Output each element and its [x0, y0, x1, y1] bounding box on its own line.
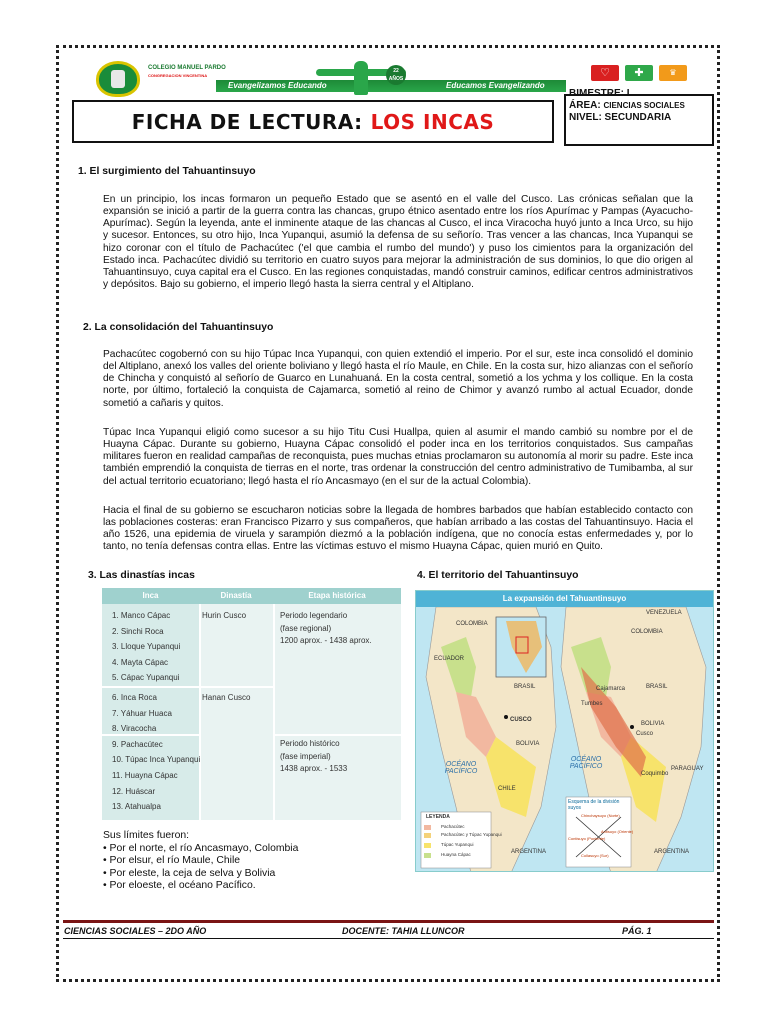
table-row: 12. Huáscar [112, 786, 156, 796]
header-etapa: Etapa histórica [308, 591, 366, 600]
map-label-argentina-right: ARGENTINA [654, 849, 690, 855]
dynasty-table [102, 604, 401, 820]
suyo-label: Collasuyo (Sur) [581, 853, 609, 858]
map-label-bolivia-right: BOLIVIA [641, 721, 665, 727]
suyo-label: Antisuyo (Oriente) [601, 829, 634, 834]
table-row: 10. Túpac Inca Yupanqui [112, 755, 201, 765]
header-dinastia: Dinastía [220, 591, 252, 600]
legend-swatch-0 [424, 825, 431, 830]
map-label-argentina: ARGENTINA [511, 849, 547, 855]
title-main: FICHA DE LECTURA: [131, 109, 363, 134]
stage-historical [280, 738, 347, 776]
section-1-heading: 1. El surgimiento del Tahuantinsuyo [78, 166, 256, 177]
list-item: • Por eloeste, el océano Pacífico. [103, 880, 256, 892]
legend-item: Túpac Yupanqui [441, 842, 474, 847]
table-row: 5. Cápac Yupanqui [112, 673, 180, 683]
map-label-tumbes: Tumbes [581, 701, 603, 707]
dynasty-hurin: Hurin Cusco [202, 611, 247, 620]
map-label-paraguay: PARAGUAY [671, 766, 704, 772]
stage-line: 1200 aprox. - 1438 aprox. [280, 636, 372, 645]
stage-line: 1438 aprox. - 1533 [280, 764, 348, 773]
map-label-bolivia: BOLIVIA [516, 741, 540, 747]
cross-icon: ✚ [625, 65, 653, 81]
motto-right: Educamos Evangelizando [446, 81, 545, 90]
header-icons [591, 65, 687, 81]
area-value: CIENCIAS SOCIALES [603, 101, 685, 110]
section-2-paragraph-1: Pachacútec cogobernó con su hijo Túpac Inca Yupanqui, con quien extendió el imperio. Por el sur, este inca consolidó el dominio del Altiplano, anexó los valles del oriente boliviano y llegó hasta el río Maule, en Chile. En la costa sur, hizo alianzas con el señorío de Chincha y conquistó al señorío de Guarco en Lunahuaná. En la costa central, sometió a los ychma y los collique. En la costa norte, por último, fortaleció la conquista de Cajamarca, sometió al reino de Chimor y avanzó rumbo al actual Ecuador, donde sometió a cañaris y quitos. [103, 349, 693, 409]
row-divider [102, 686, 275, 688]
legend-swatch-3 [424, 853, 431, 858]
stage-line: Periodo histórico [280, 739, 340, 748]
map-label-ecuador: ECUADOR [434, 656, 465, 662]
row-divider [275, 734, 401, 736]
table-row: 13. Atahualpa [112, 802, 161, 812]
suyos-title: Esquema de la división suyos [568, 799, 620, 811]
school-sub-text: CONGREGACION VINCENTINA [148, 73, 208, 78]
list-item: • Por el norte, el río Ancasmayo, Colombia [103, 842, 299, 854]
footer-course: CIENCIAS SOCIALES – 2DO AÑO [64, 926, 207, 936]
list-item: • Por eleste, la ceja de selva y Bolivia [103, 867, 276, 879]
inca-expansion-map [415, 590, 714, 872]
stage-line: (fase imperial) [280, 751, 331, 761]
footer-page: PÁG. 1 [622, 926, 652, 936]
col-divider [273, 604, 275, 820]
school-name [148, 65, 228, 79]
crown-icon: ♛ [659, 65, 687, 81]
dynasty-hanan: Hanan Cusco [202, 693, 251, 702]
motto-left: Evangelizamos Educando [228, 81, 327, 90]
stage-line: Periodo legendario [280, 611, 348, 620]
legend-item: Pachacútec y Túpac Yupanqui [441, 832, 502, 837]
map-label-cusco: CUSCO [510, 717, 532, 723]
inca-list-group-1 [112, 608, 180, 686]
section-4-heading: 4. El territorio del Tahuantinsuyo [417, 570, 579, 581]
inca-list-group-2 [112, 690, 200, 815]
list-item: • Por elsur, el río Maule, Chile [103, 855, 241, 867]
map-label-cusco-right: Cusco [636, 731, 654, 737]
cusco-marker-left [504, 715, 508, 719]
table-row: 9. Pachacútec [112, 739, 163, 749]
table-row: 8. Viracocha [112, 724, 157, 734]
map-label-brasil-right: BRASIL [646, 684, 668, 690]
table-row: 1. Manco Cápac [112, 611, 171, 620]
section-2-paragraph-3: Hacia el final de su gobierno se escucharon noticias sobre la llegada de hombres barbados que habían establecido contacto con las poblaciones costeras: eran Francisco Pizarro y sus compañeros, que habían arribado a las costas del Tahuantinsuyo. Hacia el año 1526, una epidemia de viruela y sarampión diezmó a la población indígena, que no conocía estas enfermedades y, por lo tanto, no tenía defensas contra ellas. Entre las víctimas estuvo el mismo Huayna Cápac, quien murió en Quito. [103, 505, 693, 553]
anniversary-badge: 22 AÑOS [386, 65, 406, 85]
cusco-marker-right [630, 725, 634, 729]
school-logo-icon [96, 61, 140, 97]
legend-box [421, 812, 491, 868]
school-name-text: COLEGIO MANUEL PARDO [148, 65, 226, 71]
area-label [569, 100, 685, 111]
heart-icon: ♡ [591, 65, 619, 81]
bimestre-label: BIMESTRE: I [569, 88, 630, 99]
map-label-chile: CHILE [498, 786, 516, 792]
legend-swatch-2 [424, 843, 431, 848]
table-row: 7. Yáhuar Huaca [112, 708, 172, 718]
suyo-label: Contisuyo (Poniente) [568, 836, 606, 841]
title-accent: LOS INCAS [370, 109, 495, 134]
legend-swatch-1 [424, 833, 431, 838]
footer-teacher: DOCENTE: TAHIA LLUNCOR [342, 926, 465, 936]
map-label-ocean-right: OCÉANO PACÍFICO [569, 756, 603, 770]
table-row: 11. Huayna Cápac [112, 770, 178, 780]
section-2-paragraph-2: Túpac Inca Yupanqui eligió como sucesor a su hijo Titu Cusi Huallpa, quien al asumir el mando cambió su nombre por el de Huayna Cápac. Durante su gobierno, Huayna Cápac consolidó el poder inca en los territorios conquistados. Sus campañas militares fueron en realidad campañas de reconquista, pues muchas etnias proclamaron su autonomía al morir su padre. Este inca también emprendió la conquista de tierras en el norte, tras ordenar la construcción del centro administrativo de Tumibamba, al sur del actual territorio ecuatoriano; llegó hasta el río Ancasmayo (en el sur de la actual Colombia). [103, 427, 693, 487]
section-2-heading: 2. La consolidación del Tahuantinsuyo [83, 322, 274, 333]
table-row: 4. Mayta Cápac [112, 657, 169, 667]
map-label-venezuela: VENEZUELA [646, 610, 682, 616]
map-label-colombia: COLOMBIA [456, 621, 488, 627]
table-row: 3. Lloque Yupanqui [112, 642, 181, 652]
page-title [72, 100, 554, 143]
map-label-cajamarca: Cajamarca [596, 686, 626, 692]
dynasty-table-header [102, 588, 401, 604]
map-label-brasil: BRASIL [514, 684, 536, 690]
footer-underline [63, 938, 714, 939]
table-row: 6. Inca Roca [112, 693, 157, 702]
stage-line: (fase regional) [280, 623, 332, 633]
map-title: La expansión del Tahuantinsuyo [416, 591, 713, 607]
table-row: 2. Sinchi Roca [112, 626, 164, 636]
limits-intro: Sus límites fueron: [103, 830, 190, 841]
limits-list [103, 830, 298, 893]
map-label-coquimbo: Coquimbo [641, 771, 669, 777]
nivel-label: NIVEL: SECUNDARIA [569, 112, 672, 123]
course-info-box [564, 88, 714, 146]
legend-item: Pachacútec [441, 824, 465, 829]
section-1-paragraph: En un principio, los incas formaron un pequeño Estado que se asentó en el valle del Cusco. Las crónicas señalan que la expansión se inició a partir de la guerra contra las chancas, grupo étnico asentado entre los ríos Apurímac y Pampas (Ayacucho-Apurímac). Según la leyenda, ante el inminente ataque de las chancas al Cusco, el inca Viracocha huyó junto a Inca Urco, su hijo y sucesor. Entonces, su otro hijo, Inca Yupanqui, asumió la defensa de su señorío. Tras vencer a las chancas, Inca Yupanqui se hizo coronar con el título de Pachacútec ('el que cambia el rumbo del mundo') y puso los cimientos para la organización del Estado inca. Pachacútec dividió su territorio en cuatro suyos para mejorar la administración de sus dominios, lo que dio origen al Tahuantinsuyo, cuya capital era el Cusco. En las regiones conquistadas, mandó construir caminos, edificar centros administrativos y depósitos. Bajo su gobierno, el imperio llegó hasta la sierra central y el Altiplano. [103, 194, 693, 291]
footer-rule [63, 920, 714, 923]
map-legend-title: LEYENDA [426, 814, 450, 820]
header-inca: Inca [142, 591, 159, 600]
map-label-ocean-left: OCÉANO PACÍFICO [444, 761, 478, 775]
header [66, 55, 714, 151]
stage-legendary [280, 610, 372, 648]
section-3-heading: 3. Las dinastías incas [88, 570, 195, 581]
legend-item: Huayna Cápac [441, 852, 471, 857]
map-label-colombia-right: COLOMBIA [631, 629, 663, 635]
area-key: ÁREA: [569, 100, 601, 111]
suyo-label: Chinchaysuyo (Norte) [581, 813, 620, 818]
